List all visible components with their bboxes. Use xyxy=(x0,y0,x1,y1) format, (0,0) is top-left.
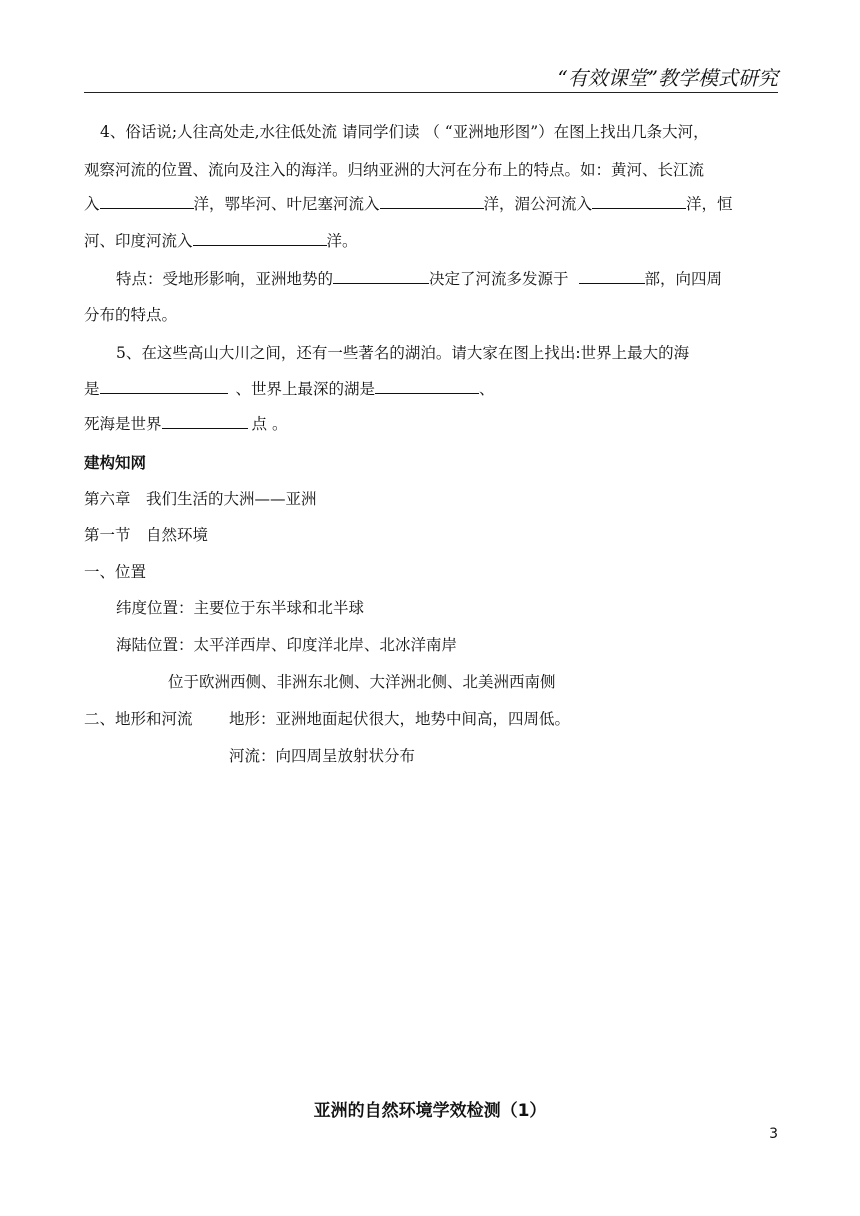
q4-text: 河、印度河流入 xyxy=(84,232,193,250)
part1-title: 一、位置 xyxy=(84,563,147,581)
q4-text: 部，向四周 xyxy=(644,270,723,288)
q4-text: 特点：受地形影响，亚洲地势的 xyxy=(116,270,334,288)
section-title: 第一节 自然环境 xyxy=(84,526,209,544)
q4-text: 洋，湄公河流入 xyxy=(483,195,593,213)
q4-text: 决定了河流多发源于 xyxy=(429,270,569,288)
q5-line-1: 5、在这些高山大川之间，还有一些著名的湖泊。请大家在图上找出:世界上最大的海 xyxy=(116,344,690,362)
latitude-position: 纬度位置：主要位于东半球和北半球 xyxy=(116,599,365,617)
q4-text: 洋。 xyxy=(326,232,358,250)
blank-terrain[interactable] xyxy=(333,269,429,284)
blank-largest-lake[interactable] xyxy=(100,379,228,394)
q5-line-2 xyxy=(84,378,495,400)
terrain-summary: 地形：亚洲地面起伏很大，地势中间高，四周低。 xyxy=(229,710,571,728)
q4-text: 洋，鄂毕河、叶尼塞河流入 xyxy=(193,195,380,213)
q4-line-2: 观察河流的位置、流向及注入的海洋。归纳亚洲的大河在分布上的特点。如：黄河、长江流 xyxy=(84,161,705,179)
test-title: 亚洲的自然环境学效检测（1） xyxy=(313,1101,547,1121)
q4-line-6: 分布的特点。 xyxy=(84,306,178,324)
blank-ob-ocean[interactable] xyxy=(380,194,484,209)
q4-line-1: 4、俗话说;人往高处走,水往低处流 请同学们读 （ “亚洲地形图”）在图上找出几条大河， xyxy=(100,123,709,141)
blank-source[interactable] xyxy=(579,269,645,284)
q4-text: 洋，恒 xyxy=(686,195,733,213)
river-summary: 河流：向四周呈放射状分布 xyxy=(229,747,416,765)
knowledge-heading: 建构知网 xyxy=(84,454,147,472)
q4-text: 入 xyxy=(84,195,100,213)
blank-huanghe-ocean[interactable] xyxy=(100,194,194,209)
chapter-title: 第六章 我们生活的大洲——亚洲 xyxy=(84,490,317,508)
q5-text: 、 xyxy=(479,380,495,398)
q4-line-5 xyxy=(116,268,722,290)
header-title: “有效课堂”教学模式研究 xyxy=(557,66,778,90)
blank-dead-sea[interactable] xyxy=(162,414,248,429)
q4-line-3 xyxy=(84,193,733,215)
q5-text: 点 。 xyxy=(251,415,288,433)
q4-line-4 xyxy=(84,230,358,252)
q5-text: 是 xyxy=(84,380,100,398)
sea-land-position-2: 位于欧洲西侧、非洲东北侧、大洋洲北侧、北美洲西南侧 xyxy=(168,673,556,691)
part2-title: 二、地形和河流 xyxy=(84,710,193,728)
blank-ganges-ocean[interactable] xyxy=(193,231,327,246)
q5-text: 死海是世界 xyxy=(84,415,162,433)
q5-text: 、世界上最深的湖是 xyxy=(235,380,376,398)
page-number: 3 xyxy=(769,1126,778,1142)
sea-land-position: 海陆位置：太平洋西岸、印度洋北岸、北冰洋南岸 xyxy=(116,636,458,654)
header-rule xyxy=(84,92,778,93)
blank-mekong-ocean[interactable] xyxy=(592,194,686,209)
q5-line-3 xyxy=(84,413,287,435)
blank-deepest-lake[interactable] xyxy=(375,379,479,394)
